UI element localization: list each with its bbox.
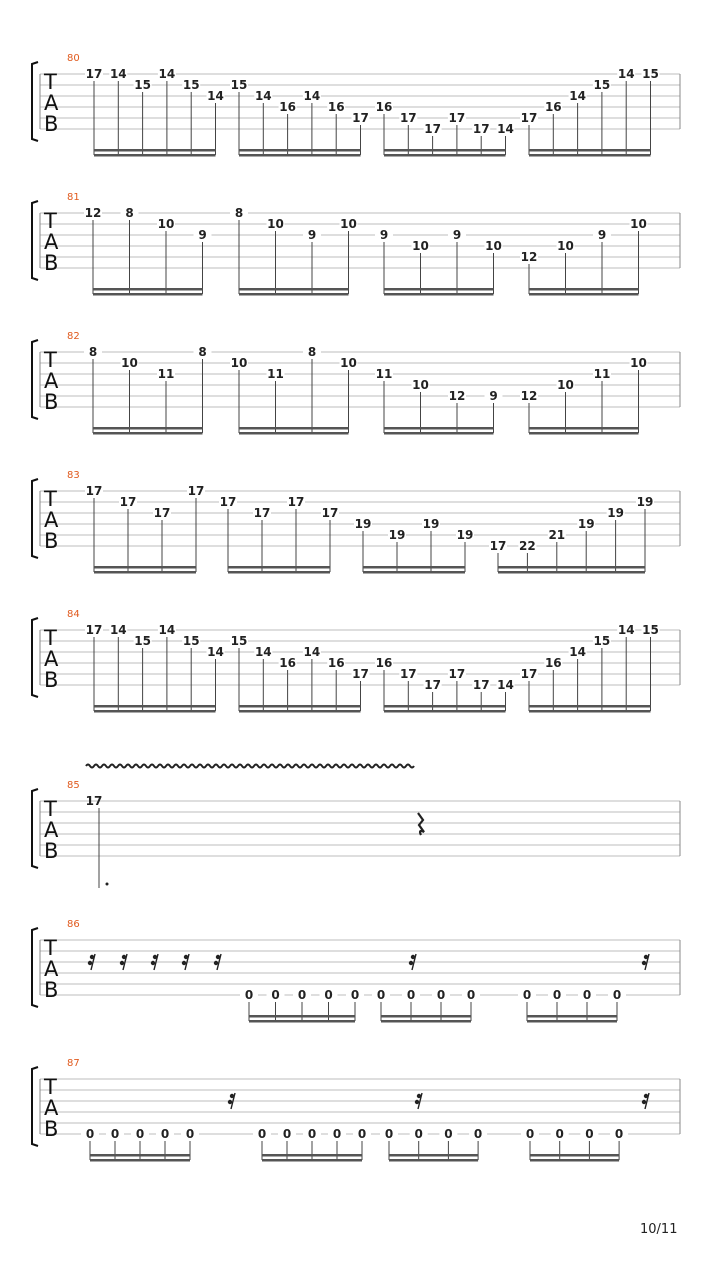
tab-clef-letter: T <box>44 626 57 650</box>
fret-number: 11 <box>157 367 175 381</box>
fret-number: 17 <box>85 623 103 637</box>
fret-number: 14 <box>109 623 127 637</box>
fret-number: 14 <box>303 645 321 659</box>
fret-number: 17 <box>448 111 466 125</box>
fret-number: 0 <box>466 988 476 1002</box>
fret-number: 14 <box>303 89 321 103</box>
fret-number: 17 <box>472 678 490 692</box>
fret-number: 9 <box>307 228 317 242</box>
measure-number: 86 <box>67 919 80 930</box>
fret-number: 10 <box>157 217 175 231</box>
beam <box>530 1154 619 1157</box>
beam <box>239 705 361 708</box>
fret-number: 0 <box>522 988 532 1002</box>
beam <box>529 154 651 157</box>
beam <box>529 149 651 152</box>
fret-number: 17 <box>153 506 171 520</box>
tab-clef-letter: T <box>44 797 57 821</box>
fret-number: 14 <box>617 67 635 81</box>
measure-number: 84 <box>67 609 80 620</box>
beam <box>384 149 506 152</box>
rest-symbol <box>153 955 157 959</box>
fret-number: 8 <box>88 345 98 359</box>
rest-symbol <box>644 1094 648 1098</box>
beam <box>498 571 645 574</box>
fret-number: 17 <box>219 495 237 509</box>
fret-number: 19 <box>607 506 624 520</box>
fret-number: 17 <box>352 111 369 125</box>
fret-number: 0 <box>307 1127 317 1141</box>
beam <box>94 571 196 574</box>
fret-number: 17 <box>85 67 103 81</box>
staff-bracket <box>32 479 38 558</box>
staff-bracket <box>32 340 38 419</box>
beam <box>527 1020 617 1023</box>
fret-number: 10 <box>412 239 429 253</box>
fret-number: 8 <box>198 345 207 359</box>
fret-number: 14 <box>617 623 635 637</box>
rest-symbol <box>122 955 126 959</box>
tab-clef-letter: A <box>44 1096 59 1120</box>
fret-number: 15 <box>593 634 611 648</box>
tab-clef-letter: T <box>44 1075 57 1099</box>
fret-number: 19 <box>422 517 440 531</box>
fret-number: 19 <box>388 528 406 542</box>
fret-number: 10 <box>630 217 647 231</box>
fret-number: 0 <box>244 988 254 1002</box>
tab-clef-letter: B <box>44 529 59 553</box>
page-number: 10/11 <box>640 1222 678 1237</box>
fret-number: 0 <box>376 988 386 1002</box>
fret-number: 17 <box>424 678 441 692</box>
fret-number: 9 <box>198 228 207 242</box>
tab-clef-letter: T <box>44 936 57 960</box>
fret-number: 14 <box>158 623 176 637</box>
beam <box>498 566 645 569</box>
beam <box>384 293 494 296</box>
fret-number: 9 <box>489 389 498 403</box>
beam <box>529 705 651 708</box>
fret-number: 15 <box>134 78 151 92</box>
beam <box>90 1154 190 1157</box>
fret-number: 8 <box>125 206 134 220</box>
staff-system <box>32 470 680 558</box>
tab-clef-letter: A <box>44 508 59 532</box>
measure-number: 80 <box>67 53 80 64</box>
beam <box>239 432 349 435</box>
beam <box>529 288 639 291</box>
fret-number: 10 <box>267 217 284 231</box>
fret-number: 16 <box>544 656 562 670</box>
beam <box>93 288 203 291</box>
beam <box>529 432 639 435</box>
rest-symbol <box>216 955 220 959</box>
fret-number: 0 <box>257 1127 267 1141</box>
beam <box>94 149 216 152</box>
fret-number: 16 <box>327 656 345 670</box>
beam <box>262 1159 362 1162</box>
fret-number: 17 <box>187 484 205 498</box>
quarter-rest <box>418 813 424 835</box>
fret-number: 0 <box>414 1127 423 1141</box>
staff-system <box>32 780 680 868</box>
fret-number: 17 <box>448 667 466 681</box>
fret-number: 17 <box>321 506 339 520</box>
beam <box>384 288 494 291</box>
fret-number: 0 <box>473 1127 483 1141</box>
fret-number: 14 <box>569 89 586 103</box>
fret-number: 8 <box>307 345 317 359</box>
beam <box>239 288 349 291</box>
beam <box>249 1020 355 1023</box>
beam <box>94 705 216 708</box>
fret-number: 15 <box>134 634 151 648</box>
rest-symbol <box>642 1100 646 1104</box>
beam <box>94 710 216 713</box>
beam <box>527 1015 617 1018</box>
fret-number: 17 <box>472 122 490 136</box>
fret-number: 0 <box>110 1127 120 1141</box>
beam <box>239 293 349 296</box>
fret-number: 14 <box>254 89 272 103</box>
rest-symbol <box>644 955 648 959</box>
beam <box>93 293 203 296</box>
fret-number: 0 <box>585 1127 594 1141</box>
fret-number: 0 <box>436 988 446 1002</box>
beam <box>93 432 203 435</box>
beam <box>389 1154 478 1157</box>
tab-clef-letter: A <box>44 91 59 115</box>
staff-bracket <box>32 928 38 1007</box>
tab-clef-letter: A <box>44 818 59 842</box>
fret-number: 19 <box>354 517 372 531</box>
fret-number: 15 <box>642 67 659 81</box>
fret-number: 0 <box>444 1127 453 1141</box>
fret-number: 0 <box>324 988 333 1002</box>
vibrato-line <box>86 765 414 768</box>
fret-number: 16 <box>375 656 393 670</box>
fret-number: 9 <box>379 228 389 242</box>
tab-clef-letter: A <box>44 957 59 981</box>
tab-clef-letter: B <box>44 1117 59 1141</box>
fret-number: 10 <box>412 378 429 392</box>
fret-number: 0 <box>185 1127 195 1141</box>
fret-number: 17 <box>253 506 271 520</box>
fret-number: 11 <box>375 367 393 381</box>
fret-number: 11 <box>267 367 284 381</box>
fret-number: 0 <box>271 988 280 1002</box>
fret-number: 16 <box>375 100 393 114</box>
fret-number: 19 <box>636 495 654 509</box>
beam <box>384 427 494 430</box>
beam <box>529 710 651 713</box>
fret-number: 12 <box>520 389 538 403</box>
fret-number: 21 <box>548 528 566 542</box>
tab-clef-letter: T <box>44 348 57 372</box>
fret-number: 0 <box>552 988 562 1002</box>
rest-symbol <box>182 961 186 965</box>
fret-number: 15 <box>593 78 611 92</box>
fret-number: 0 <box>160 1127 170 1141</box>
rest-symbol <box>415 1100 419 1104</box>
fret-number: 16 <box>327 100 345 114</box>
fret-number: 17 <box>399 111 417 125</box>
fret-number: 15 <box>230 634 248 648</box>
beam <box>94 154 216 157</box>
fret-number: 16 <box>544 100 562 114</box>
fret-number: 10 <box>557 239 574 253</box>
fret-number: 12 <box>84 206 102 220</box>
rest-symbol <box>417 1094 421 1098</box>
rest-symbol <box>214 961 218 965</box>
tab-clef-letter: B <box>44 978 59 1002</box>
tab-clef-letter: B <box>44 390 59 414</box>
fret-number: 17 <box>424 122 441 136</box>
beam <box>363 566 465 569</box>
beam <box>529 427 639 430</box>
fret-number: 0 <box>614 1127 624 1141</box>
fret-number: 10 <box>230 356 248 370</box>
fret-number: 10 <box>630 356 647 370</box>
rest-symbol <box>228 1100 232 1104</box>
fret-number: 17 <box>287 495 305 509</box>
tab-clef-letter: B <box>44 112 59 136</box>
fret-number: 0 <box>297 988 307 1002</box>
fret-number: 0 <box>332 1127 342 1141</box>
fret-number: 19 <box>456 528 474 542</box>
fret-number: 17 <box>85 794 103 808</box>
beam <box>381 1020 471 1023</box>
beam <box>384 710 506 713</box>
fret-number: 15 <box>230 78 248 92</box>
staff-bracket <box>32 618 38 697</box>
fret-number: 17 <box>352 667 369 681</box>
fret-number: 0 <box>282 1127 292 1141</box>
fret-number: 12 <box>520 250 538 264</box>
fret-number: 0 <box>135 1127 145 1141</box>
beam <box>239 149 361 152</box>
beam <box>381 1015 471 1018</box>
tab-clef-letter: T <box>44 70 57 94</box>
beam <box>249 1015 355 1018</box>
fret-number: 12 <box>448 389 466 403</box>
tab-clef-letter: A <box>44 369 59 393</box>
beam <box>94 566 196 569</box>
fret-number: 0 <box>350 988 360 1002</box>
fret-number: 17 <box>85 484 103 498</box>
staff-bracket <box>32 201 38 280</box>
fret-number: 0 <box>582 988 592 1002</box>
fret-number: 14 <box>569 645 586 659</box>
rest-symbol <box>642 961 646 965</box>
rest-symbol <box>90 955 94 959</box>
fret-number: 17 <box>119 495 137 509</box>
fret-number: 0 <box>525 1127 535 1141</box>
fret-number: 0 <box>384 1127 394 1141</box>
fret-number: 0 <box>406 988 416 1002</box>
rest-symbol <box>230 1094 234 1098</box>
fret-number: 0 <box>85 1127 95 1141</box>
tab-clef-letter: B <box>44 251 59 275</box>
measure-number: 85 <box>67 780 80 791</box>
staff-bracket <box>32 62 38 141</box>
rest-symbol <box>151 961 155 965</box>
beam <box>384 154 506 157</box>
fret-number: 10 <box>121 356 138 370</box>
fret-number: 8 <box>234 206 244 220</box>
rest-symbol <box>409 961 413 965</box>
beam <box>389 1159 478 1162</box>
beam <box>262 1154 362 1157</box>
fret-number: 14 <box>109 67 127 81</box>
measure-number: 82 <box>67 331 80 342</box>
tab-clef-letter: T <box>44 487 57 511</box>
fret-number: 0 <box>555 1127 564 1141</box>
fret-number: 15 <box>642 623 659 637</box>
fret-number: 19 <box>577 517 595 531</box>
fret-number: 9 <box>597 228 607 242</box>
tab-clef-letter: B <box>44 839 59 863</box>
beam <box>239 710 361 713</box>
fret-number: 17 <box>489 539 507 553</box>
beam <box>384 705 506 708</box>
fret-number: 10 <box>340 356 357 370</box>
measure-number: 83 <box>67 470 80 481</box>
fret-number: 14 <box>497 678 514 692</box>
tab-clef-letter: T <box>44 209 57 233</box>
measure-number: 87 <box>67 1058 80 1069</box>
beam <box>228 571 330 574</box>
beam <box>384 432 494 435</box>
fret-number: 9 <box>452 228 462 242</box>
beam <box>530 1159 619 1162</box>
fret-number: 16 <box>279 656 296 670</box>
tab-clef-letter: B <box>44 668 59 692</box>
measure-number: 81 <box>67 192 80 203</box>
fret-number: 0 <box>357 1127 367 1141</box>
fret-number: 22 <box>519 539 536 553</box>
fret-number: 17 <box>399 667 417 681</box>
staff-bracket <box>32 789 38 868</box>
beam <box>93 427 203 430</box>
fret-number: 14 <box>497 122 514 136</box>
staff-bracket <box>32 1067 38 1146</box>
beam <box>239 427 349 430</box>
fret-number: 14 <box>207 89 224 103</box>
fret-number: 17 <box>520 111 538 125</box>
beam <box>239 154 361 157</box>
rest-symbol <box>120 961 124 965</box>
fret-number: 17 <box>520 667 538 681</box>
fret-number: 16 <box>279 100 296 114</box>
fret-number: 10 <box>557 378 574 392</box>
fret-number: 10 <box>485 239 502 253</box>
beam <box>228 566 330 569</box>
fret-number: 15 <box>182 634 200 648</box>
fret-number: 14 <box>254 645 272 659</box>
rest-symbol <box>88 961 92 965</box>
rest-symbol <box>411 955 415 959</box>
dot <box>106 883 109 886</box>
fret-number: 14 <box>207 645 224 659</box>
tab-clef-letter: A <box>44 647 59 671</box>
beam <box>90 1159 190 1162</box>
fret-number: 10 <box>340 217 357 231</box>
rest-symbol <box>184 955 188 959</box>
beam <box>363 571 465 574</box>
fret-number: 14 <box>158 67 176 81</box>
tab-clef-letter: A <box>44 230 59 254</box>
beam <box>529 293 639 296</box>
fret-number: 11 <box>593 367 611 381</box>
fret-number: 0 <box>612 988 622 1002</box>
fret-number: 15 <box>182 78 200 92</box>
